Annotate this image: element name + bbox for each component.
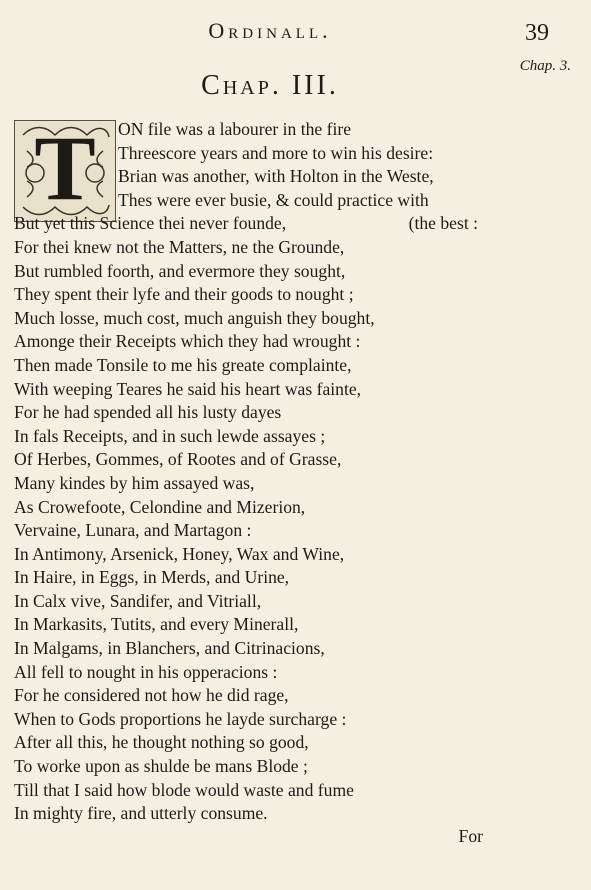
text-line: [14, 189, 574, 213]
text-line: [14, 708, 574, 732]
chapter-title: Chap. III.: [201, 70, 339, 101]
line-text: They spent their lyfe and their goods to nought ;: [14, 284, 354, 305]
line-text: Threescore years and more to win his desire:: [118, 142, 434, 163]
text-line: [14, 118, 574, 142]
text-line: [14, 425, 574, 449]
text-line: [14, 637, 574, 661]
line-text: Amonge their Receipts which they had wrought :: [14, 331, 361, 352]
catchword: For: [458, 826, 483, 846]
text-line: [14, 260, 574, 284]
text-line: [14, 142, 574, 166]
text-line: [14, 661, 574, 685]
text-line: [14, 519, 574, 543]
line-text: Brian was another, with Holton in the Weste,: [118, 166, 434, 187]
line-text: Thes were ever busie, & could practice with: [118, 189, 429, 210]
text-line: [14, 755, 574, 779]
text-line: [14, 165, 574, 189]
text-line: [14, 472, 574, 496]
text-line: [14, 496, 574, 520]
line-text: All fell to nought in his opperacions :: [14, 661, 278, 682]
line-text: But yet this Science thei never founde,: [14, 213, 287, 234]
poem-text: [14, 118, 574, 826]
line-text: In mighty fire, and utterly consume.: [14, 803, 268, 824]
text-line: [14, 354, 574, 378]
line-text: With weeping Teares he said his heart was fainte,: [14, 378, 362, 399]
text-line: [14, 684, 574, 708]
line-text: To worke upon as shulde be mans Blode ;: [14, 756, 308, 777]
line-text: But rumbled foorth, and evermore they sought,: [14, 260, 346, 281]
line-text: For he had spended all his lusty dayes: [14, 402, 282, 423]
line-text: Of Herbes, Gommes, of Rootes and of Grasse,: [14, 449, 342, 470]
text-line: [14, 613, 574, 637]
line-text: As Crowefoote, Celondine and Mizerion,: [14, 496, 306, 517]
line-text: Much losse, much cost, much anguish they bought,: [14, 307, 375, 328]
text-line: [14, 307, 574, 331]
line-text: In Malgams, in Blanchers, and Citrinacions,: [14, 638, 325, 659]
line-text: In Antimony, Arsenick, Honey, Wax and Wine,: [14, 543, 345, 564]
page-number: 39: [525, 20, 549, 46]
line-text: In Calx vive, Sandifer, and Vitriall,: [14, 590, 262, 611]
line-turnover: (the best :: [408, 213, 478, 234]
text-line: [14, 566, 574, 590]
line-text: Then made Tonsile to me his greate complainte,: [14, 354, 352, 375]
line-text: Vervaine, Lunara, and Martagon :: [14, 520, 252, 541]
initial-letter: T: [34, 117, 96, 219]
text-line: [14, 590, 574, 614]
running-head: Ordinall.: [208, 18, 332, 43]
line-text: After all this, he thought nothing so good,: [14, 732, 309, 753]
line-text: In Haire, in Eggs, in Merds, and Urine,: [14, 567, 290, 588]
text-line: [14, 448, 574, 472]
line-text: ON file was a labourer in the fire: [118, 119, 352, 139]
text-line: [14, 543, 574, 567]
text-line: [14, 779, 574, 803]
line-text: For thei knew not the Matters, ne the Grounde,: [14, 236, 345, 257]
text-line: [14, 236, 574, 260]
line-text: Till that I said how blode would waste and fume: [14, 779, 354, 800]
line-text: In fals Receipts, and in such lewde assayes ;: [14, 425, 326, 446]
text-line: [14, 731, 574, 755]
line-text: When to Gods proportions he layde surcharge :: [14, 708, 347, 729]
text-line: [14, 378, 574, 402]
line-text: Many kindes by him assayed was,: [14, 472, 255, 493]
text-line: [14, 212, 574, 236]
text-line: [14, 283, 574, 307]
line-text: For he considered not how he did rage,: [14, 685, 289, 706]
line-text: In Markasits, Tutits, and every Minerall,: [14, 614, 299, 635]
text-line: [14, 802, 574, 826]
text-line: [14, 330, 574, 354]
margin-note: Chap. 3.: [519, 58, 571, 74]
text-line: [14, 401, 574, 425]
